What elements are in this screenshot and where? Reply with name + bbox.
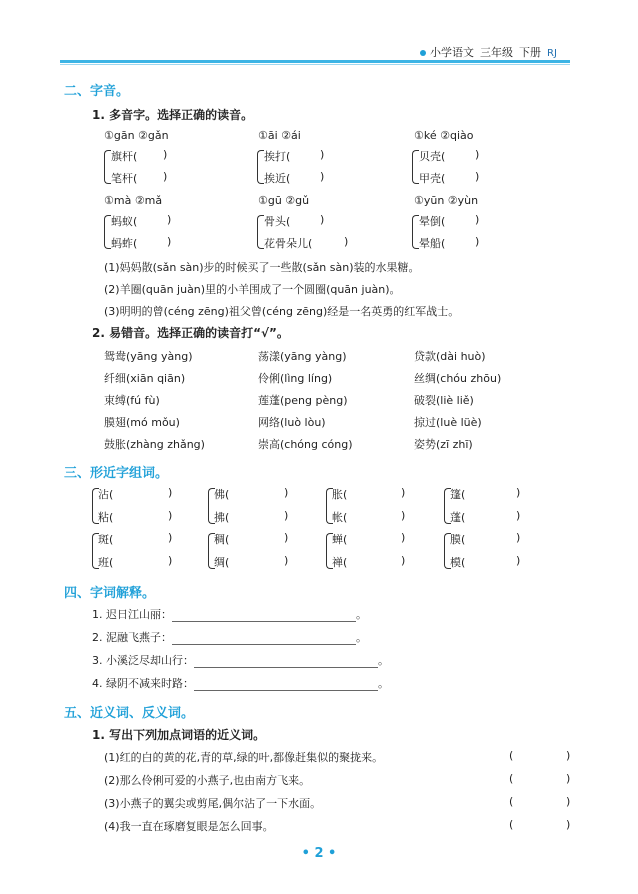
close-paren: ) bbox=[167, 235, 172, 248]
brace bbox=[412, 150, 419, 184]
definition-item bbox=[92, 675, 389, 691]
group-word: 晕倒( bbox=[419, 215, 446, 228]
s5-question-1: 1. 写出下列加点词语的近义词。 bbox=[92, 728, 266, 742]
sentence-2: (2)羊圈(quān juàn)里的小羊围成了一个圆圈(quān juàn)。 bbox=[104, 283, 401, 296]
close-paren: ) bbox=[516, 486, 521, 499]
group-options: ①ké ②qiào bbox=[414, 129, 474, 142]
section-3-title: 三、形近字组词。 bbox=[64, 466, 169, 481]
close-paren: ) bbox=[284, 554, 289, 567]
bullet-icon bbox=[420, 50, 426, 56]
brace bbox=[412, 215, 419, 249]
definition-prompt: 1. 迟日江山丽： bbox=[92, 608, 172, 621]
synonym-sentence: (2)那么伶俐可爱的小燕子,也由南方飞来。 bbox=[104, 774, 311, 787]
close-paren: ) bbox=[475, 213, 480, 226]
close-paren: ) bbox=[566, 749, 571, 762]
char-item: 拂( bbox=[214, 511, 230, 524]
s2-question-2: 2. 易错音。选择正确的读音打“√”。 bbox=[92, 326, 289, 340]
pinyin-item: 伶俐(lìng líng) bbox=[258, 372, 333, 385]
char-item: 绸( bbox=[214, 556, 230, 569]
group-word: 蚂蚱( bbox=[111, 237, 138, 250]
group-word: 旗杆( bbox=[111, 150, 138, 163]
section-2-title: 二、字音。 bbox=[64, 84, 130, 99]
page-number: • 2 • bbox=[301, 846, 337, 861]
group-word: 甲壳( bbox=[419, 172, 446, 185]
pinyin-item: 姿势(zī zhī) bbox=[414, 438, 473, 451]
char-item: 稠( bbox=[214, 533, 230, 546]
pinyin-item: 崇高(chóng cóng) bbox=[258, 438, 353, 451]
open-paren: ( bbox=[509, 749, 514, 762]
close-paren: ) bbox=[167, 213, 172, 226]
answer-line[interactable] bbox=[172, 644, 356, 645]
answer-line[interactable] bbox=[172, 621, 356, 622]
close-paren: ) bbox=[475, 148, 480, 161]
close-paren: ) bbox=[401, 486, 406, 499]
period: 。 bbox=[356, 631, 367, 644]
header-series: 小学语文 bbox=[430, 46, 474, 59]
close-paren: ) bbox=[320, 213, 325, 226]
brace bbox=[104, 215, 111, 249]
group-word: 挨打( bbox=[264, 150, 291, 163]
open-paren: ( bbox=[509, 772, 514, 785]
close-paren: ) bbox=[475, 235, 480, 248]
char-item: 粘( bbox=[98, 511, 114, 524]
synonym-sentence: (1)红的白的黄的花,青的草,绿的叶,都像赶集似的聚拢来。 bbox=[104, 751, 384, 764]
char-item: 蝉( bbox=[332, 533, 348, 546]
pinyin-item: 荡漾(yāng yàng) bbox=[258, 350, 347, 363]
answer-line[interactable] bbox=[194, 667, 378, 668]
char-item: 斑( bbox=[98, 533, 114, 546]
group-word: 贝壳( bbox=[419, 150, 446, 163]
pinyin-item: 莲蓬(peng pèng) bbox=[258, 394, 348, 407]
pinyin-item: 膜翅(mó mǒu) bbox=[104, 416, 180, 429]
sentence-3: (3)明明的曾(céng zēng)祖父曾(céng zēng)经是一名英勇的红军战士。 bbox=[104, 305, 460, 318]
definition-item bbox=[92, 606, 367, 622]
char-item: 沾( bbox=[98, 488, 114, 501]
s2-question-1: 1. 多音字。选择正确的读音。 bbox=[92, 108, 254, 122]
brace bbox=[104, 150, 111, 184]
section-5-title: 五、近义词、反义词。 bbox=[64, 706, 195, 721]
synonym-sentence: (3)小燕子的翼尖或剪尾,偶尔沾了一下水面。 bbox=[104, 797, 322, 810]
definition-prompt: 2. 泥融飞燕子： bbox=[92, 631, 172, 644]
char-item: 蓬( bbox=[450, 511, 466, 524]
sentence-1: (1)妈妈散(sǎn sàn)步的时候买了一些散(sǎn sàn)装的水果糖。 bbox=[104, 261, 420, 274]
close-paren: ) bbox=[284, 509, 289, 522]
group-word: 挨近( bbox=[264, 172, 291, 185]
char-item: 篷( bbox=[450, 488, 466, 501]
group-word: 骨头( bbox=[264, 215, 291, 228]
close-paren: ) bbox=[168, 486, 173, 499]
period: 。 bbox=[356, 608, 367, 621]
period: 。 bbox=[378, 654, 389, 667]
char-item: 帐( bbox=[332, 511, 348, 524]
pinyin-item: 贷款(dài huò) bbox=[414, 350, 486, 363]
pinyin-item: 纤细(xiān qiān) bbox=[104, 372, 186, 385]
char-item: 胀( bbox=[332, 488, 348, 501]
open-paren: ( bbox=[509, 795, 514, 808]
group-word: 笔杆( bbox=[111, 172, 138, 185]
close-paren: ) bbox=[401, 531, 406, 544]
close-paren: ) bbox=[168, 554, 173, 567]
group-options: ①gū ②gǔ bbox=[258, 194, 310, 207]
header-rule bbox=[60, 60, 570, 63]
close-paren: ) bbox=[168, 509, 173, 522]
close-paren: ) bbox=[320, 170, 325, 183]
close-paren: ) bbox=[566, 772, 571, 785]
group-word: 蚂蚁( bbox=[111, 215, 138, 228]
answer-line[interactable] bbox=[194, 690, 378, 691]
close-paren: ) bbox=[516, 509, 521, 522]
close-paren: ) bbox=[566, 795, 571, 808]
pinyin-item: 破裂(liè liě) bbox=[414, 394, 474, 407]
definition-item bbox=[92, 652, 389, 668]
definition-prompt: 3. 小溪泛尽却山行： bbox=[92, 654, 194, 667]
pinyin-item: 束缚(fú fù) bbox=[104, 394, 160, 407]
group-options: ①āi ②ái bbox=[258, 129, 301, 142]
running-header bbox=[420, 44, 570, 60]
close-paren: ) bbox=[566, 818, 571, 831]
definition-prompt: 4. 绿阴不减来时路： bbox=[92, 677, 194, 690]
group-options: ①mà ②mǎ bbox=[104, 194, 163, 207]
close-paren: ) bbox=[168, 531, 173, 544]
pinyin-item: 鼓胀(zhàng zhǎng) bbox=[104, 438, 205, 451]
header-rule-thin bbox=[60, 64, 570, 65]
close-paren: ) bbox=[401, 509, 406, 522]
pinyin-item: 丝绸(chóu zhōu) bbox=[414, 372, 502, 385]
char-item: 班( bbox=[98, 556, 114, 569]
char-item: 膜( bbox=[450, 533, 466, 546]
brace bbox=[257, 215, 264, 249]
close-paren: ) bbox=[516, 554, 521, 567]
definition-item bbox=[92, 629, 367, 645]
close-paren: ) bbox=[401, 554, 406, 567]
char-item: 佛( bbox=[214, 488, 230, 501]
header-volume: 下册 bbox=[519, 46, 541, 59]
synonym-sentence: (4)我一直在琢磨复眼是怎么回事。 bbox=[104, 820, 274, 833]
brace bbox=[257, 150, 264, 184]
pinyin-item: 鸳鸯(yāng yàng) bbox=[104, 350, 193, 363]
group-word: 花骨朵儿( bbox=[264, 237, 313, 250]
group-word: 晕船( bbox=[419, 237, 446, 250]
close-paren: ) bbox=[163, 148, 168, 161]
close-paren: ) bbox=[163, 170, 168, 183]
period: 。 bbox=[378, 677, 389, 690]
char-item: 禅( bbox=[332, 556, 348, 569]
header-grade: 三年级 bbox=[480, 46, 513, 59]
close-paren: ) bbox=[284, 531, 289, 544]
close-paren: ) bbox=[516, 531, 521, 544]
pinyin-item: 掠过(luè lüè) bbox=[414, 416, 482, 429]
close-paren: ) bbox=[320, 148, 325, 161]
group-options: ①gān ②gǎn bbox=[104, 129, 169, 142]
open-paren: ( bbox=[509, 818, 514, 831]
close-paren: ) bbox=[344, 235, 349, 248]
group-options: ①yūn ②yùn bbox=[414, 194, 479, 207]
section-4-title: 四、字词解释。 bbox=[64, 586, 156, 601]
close-paren: ) bbox=[284, 486, 289, 499]
header-edition: RJ bbox=[547, 48, 557, 59]
char-item: 模( bbox=[450, 556, 466, 569]
pinyin-item: 网络(luò lòu) bbox=[258, 416, 326, 429]
close-paren: ) bbox=[475, 170, 480, 183]
